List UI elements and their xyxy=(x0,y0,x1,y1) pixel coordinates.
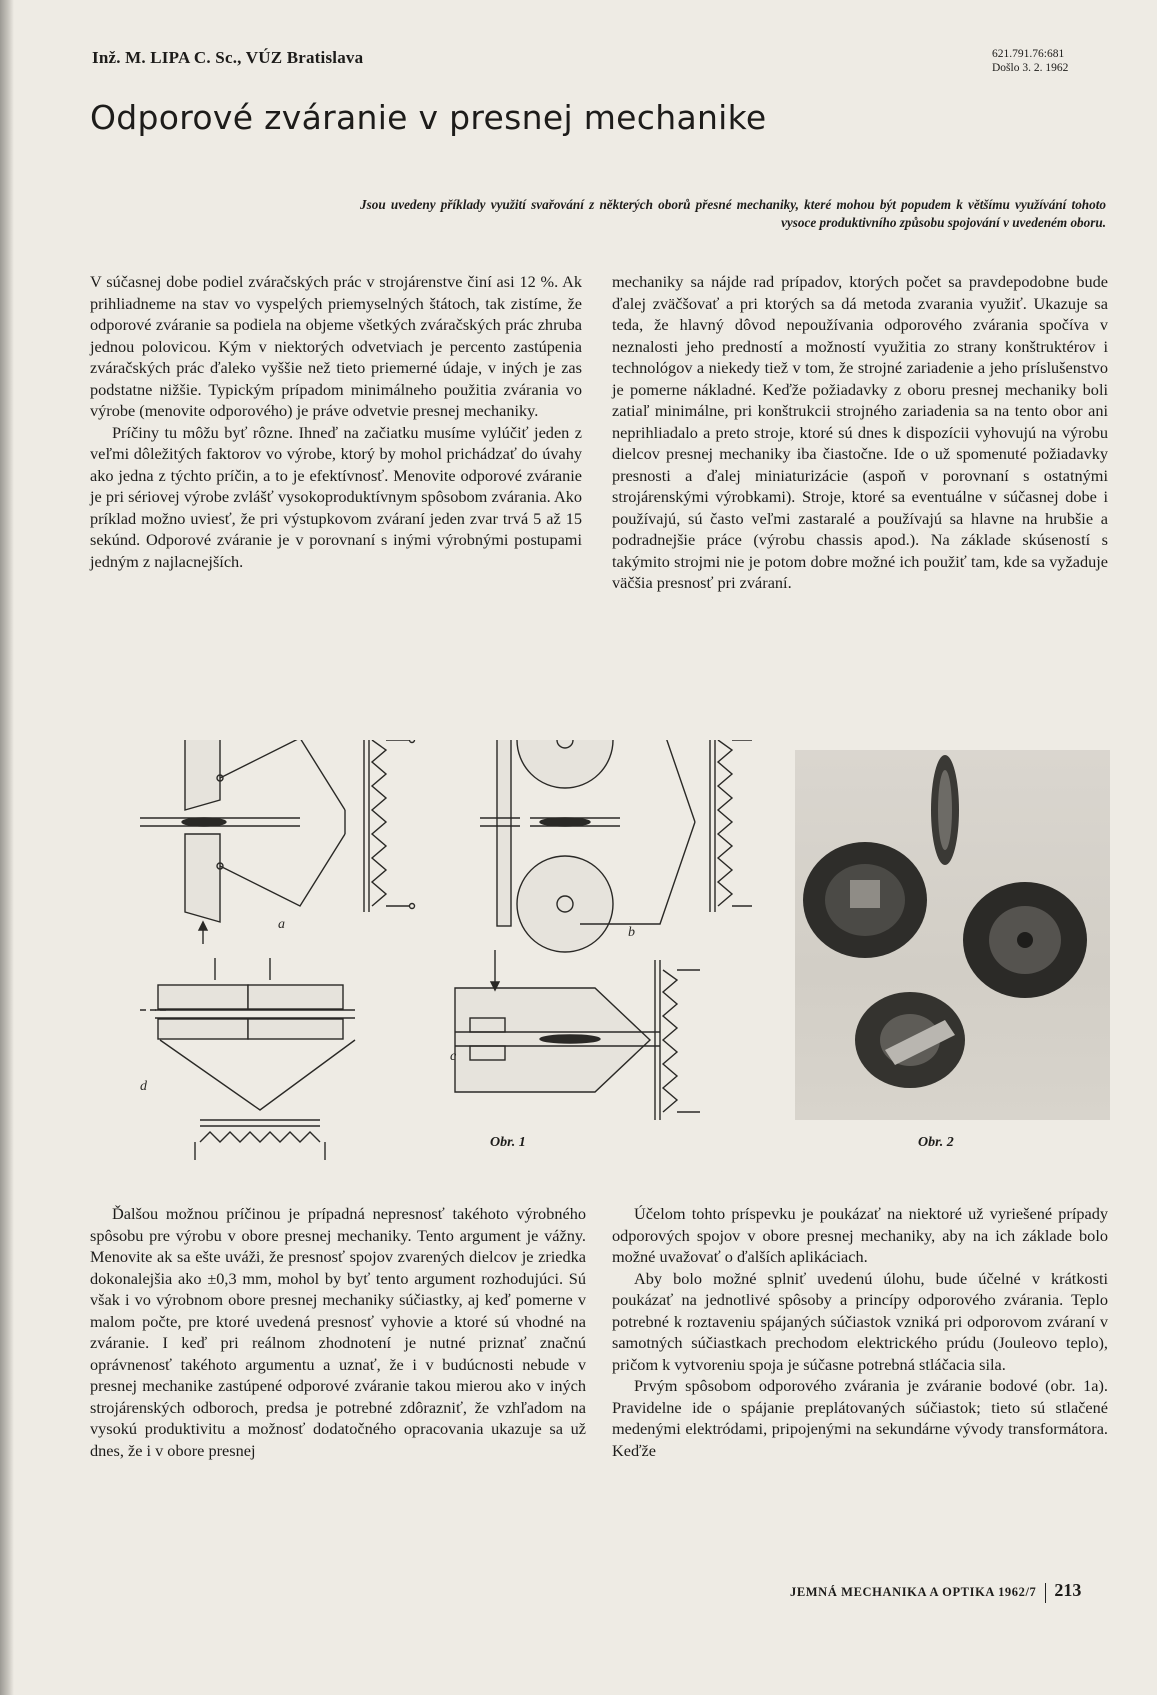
book-spine-shadow xyxy=(0,0,14,1695)
diagram-seam-welding xyxy=(480,740,752,952)
journal-name: JEMNÁ MECHANIKA A OPTIKA 1962/7 xyxy=(790,1585,1037,1599)
figure-label-a: a xyxy=(278,917,285,932)
column-top-right xyxy=(612,271,1108,594)
figure-1-diagram xyxy=(140,740,760,1160)
author-line: Inž. M. LIPA C. Sc., VÚZ Bratislava xyxy=(92,48,364,67)
figure-2-photo xyxy=(795,750,1110,1120)
paragraph: Aby bolo možné splniť uvedenú úlohu, bude účelné v krátkosti poukázať na jednotlivé spôsoby a princípy odporového zvárania. Teplo potrebné k roztaveniu spájaných súčiastok vzniká pri odporovom zváraní v samotných súčiastkach prechodom elektrického prúdu (Jouleovo teplo), pričom k vytvoreniu spoja je súčasne potrebná stláčacia sila. xyxy=(612,1268,1108,1374)
paragraph: Účelom tohto príspevku je poukázať na niektoré už vyriešené prípady odporových spojov v obore presnej mechaniky, aby na ich základe bolo možné uvažovať o ďalších aplikáciach. xyxy=(612,1204,1108,1266)
paragraph: Príčiny tu môžu byť rôzne. Ihneď na začiatku musíme vylúčiť jeden z veľmi dôležitých faktorov vo výrobe, ktorý by mohol prichádzať do úvahy ako jedna z týchto príčin, a to je efektívnosť. Menovite odporové zváranie je pri sériovej výrobe zvlášť vysokoproduktívnym spôsobom zvárania. Ako príklad možno uviesť, že pri výstupkovom zváraní jeden zvar trvá 5 až 15 sekúnd. Odporové zváranie je v porovnaní s inými výrobnými postupami jedným z najlacnejších. xyxy=(90,422,582,571)
article-title: Odporové zváranie v presnej mechanike xyxy=(90,98,767,137)
footer-divider xyxy=(1045,1583,1046,1603)
column-bottom-right xyxy=(612,1203,1108,1461)
figure-label-b: b xyxy=(628,925,635,940)
column-bottom-left xyxy=(90,1203,586,1461)
figure-label-d: d xyxy=(140,1079,147,1094)
paragraph: V súčasnej dobe podiel zváračských prác v strojárenstve činí asi 12 %. Ak prihliadneme na stav vo vyspelých priemyselných štátoch, tak zistíme, že odporové zváranie sa podiela na objeme všetkých zváračských prác zhruba jednou polovicou. Kým v niektorých odvetviach je percento zastúpenia zváračských prác ďaleko vyššie než tieto priemerné údaje, v iných je zas podstatne nižšie. Typickým prípadom minimálneho použitia zvárania vo výrobe (menovite odporového) je práve odvetvie presnej mechaniky. xyxy=(90,272,582,420)
figure-2-caption: Obr. 2 xyxy=(918,1135,954,1150)
welded-parts-photo xyxy=(795,750,1110,1120)
column-top-left xyxy=(90,271,582,572)
page-footer xyxy=(790,1580,1081,1603)
diagram-butt-welding xyxy=(455,950,700,1120)
paragraph: Ďalšou možnou príčinou je prípadná nepresnosť takéhoto výrobného spôsobu pre výrobu v obore presnej mechaniky. Tento argument je vážny. Menovite ak sa ešte uváži, že presnosť spojov zvarených dielcov je zriedka dokonalejšia ako ±0,3 mm, mohol by byť tento argument rozhodujúci. Sú však i vo výrobnom obore presnej mechaniky súčiastky, aj keď pomerne v malom počte, pre ktoré uvedená presnosť vyhovie a ktoré sú vhodné na zváranie. I keď pri reálnom zhodnotení je nutné priznať značnú oprávnenosť takéhoto argumentu a uznať, že i v budúcnosti nebude v presnej mechanike zastúpené odporové zváranie takou mierou ako v iných strojárenských odboroch, predsa je potrebné zdôrazniť, že vzhľadom na vysokú produktivitu a možnosť dodatočného opracovania ukazuje sa už dnes, že i v obore presnej xyxy=(90,1204,586,1460)
figure-label-c: c xyxy=(450,1049,457,1064)
paragraph: mechaniky sa nájde rad prípadov, ktorých počet sa pravdepodobne bude ďalej zväčšovať a pri ktorých sa dá metoda zvarania využiť. Ukazuje sa teda, že hlavný dôvod nepoužívania odporového zvárania spočíva v neznalosti jeho predností a možností využitia zo strany konštruktérov i technológov a niekedy tiež v tom, že strojné zariadenie a jeho príslušenstvo je pomerne nákladné. Keďže požiadavky z oboru presnej mechaniky boli zatiaľ minimálne, pri konštrukcii strojného zariadenia sa na tento obor ani neprihliadalo a preto stroje, ktoré sú dnes k dispozícii vyhovujú na výrobu dielcov presnej mechaniky iba čiastočne. Ide o už spomenuté požiadavky presnosti a ďalej miniaturizácie (aspoň v porovnaní s ostatnými strojárenskými výrobkami). Stroje, ktoré sa eventuálne v súčasnej dobe i používajú, sú často veľmi zastaralé a používajú sa hlavne na hrubšie a podradnejšie práce (výrobu chassis apod.). Na základe skúseností s takýmito strojmi nie je potom dobre možné ich použiť tam, kde sa vyžaduje väčšia presnosť pri zváraní. xyxy=(612,272,1108,592)
paragraph: Prvým spôsobom odporového zvárania je zváranie bodové (obr. 1a). Pravidelne ide o spájanie preplátovaných súčiastok; tieto sú stlačené medenými elektródami, pripojenými na sekundárne vývody transformátora. Keďže xyxy=(612,1376,1108,1460)
figure-1-caption: Obr. 1 xyxy=(490,1135,526,1150)
article-meta xyxy=(992,47,1068,75)
page-number: 213 xyxy=(1054,1580,1082,1600)
classification-code: 621.791.76:681 xyxy=(992,48,1065,60)
diagram-projection-welding xyxy=(140,958,355,1160)
received-date: Došlo 3. 2. 1962 xyxy=(992,62,1069,74)
diagram-spot-welding xyxy=(140,740,415,944)
abstract: Jsou uvedeny příklady využití svařování z některých oborů přesné mechaniky, které mohou být popudem k většímu využívání tohoto vysoce produktivního způsobu spojování v uvedeném oboru. xyxy=(360,197,1106,230)
